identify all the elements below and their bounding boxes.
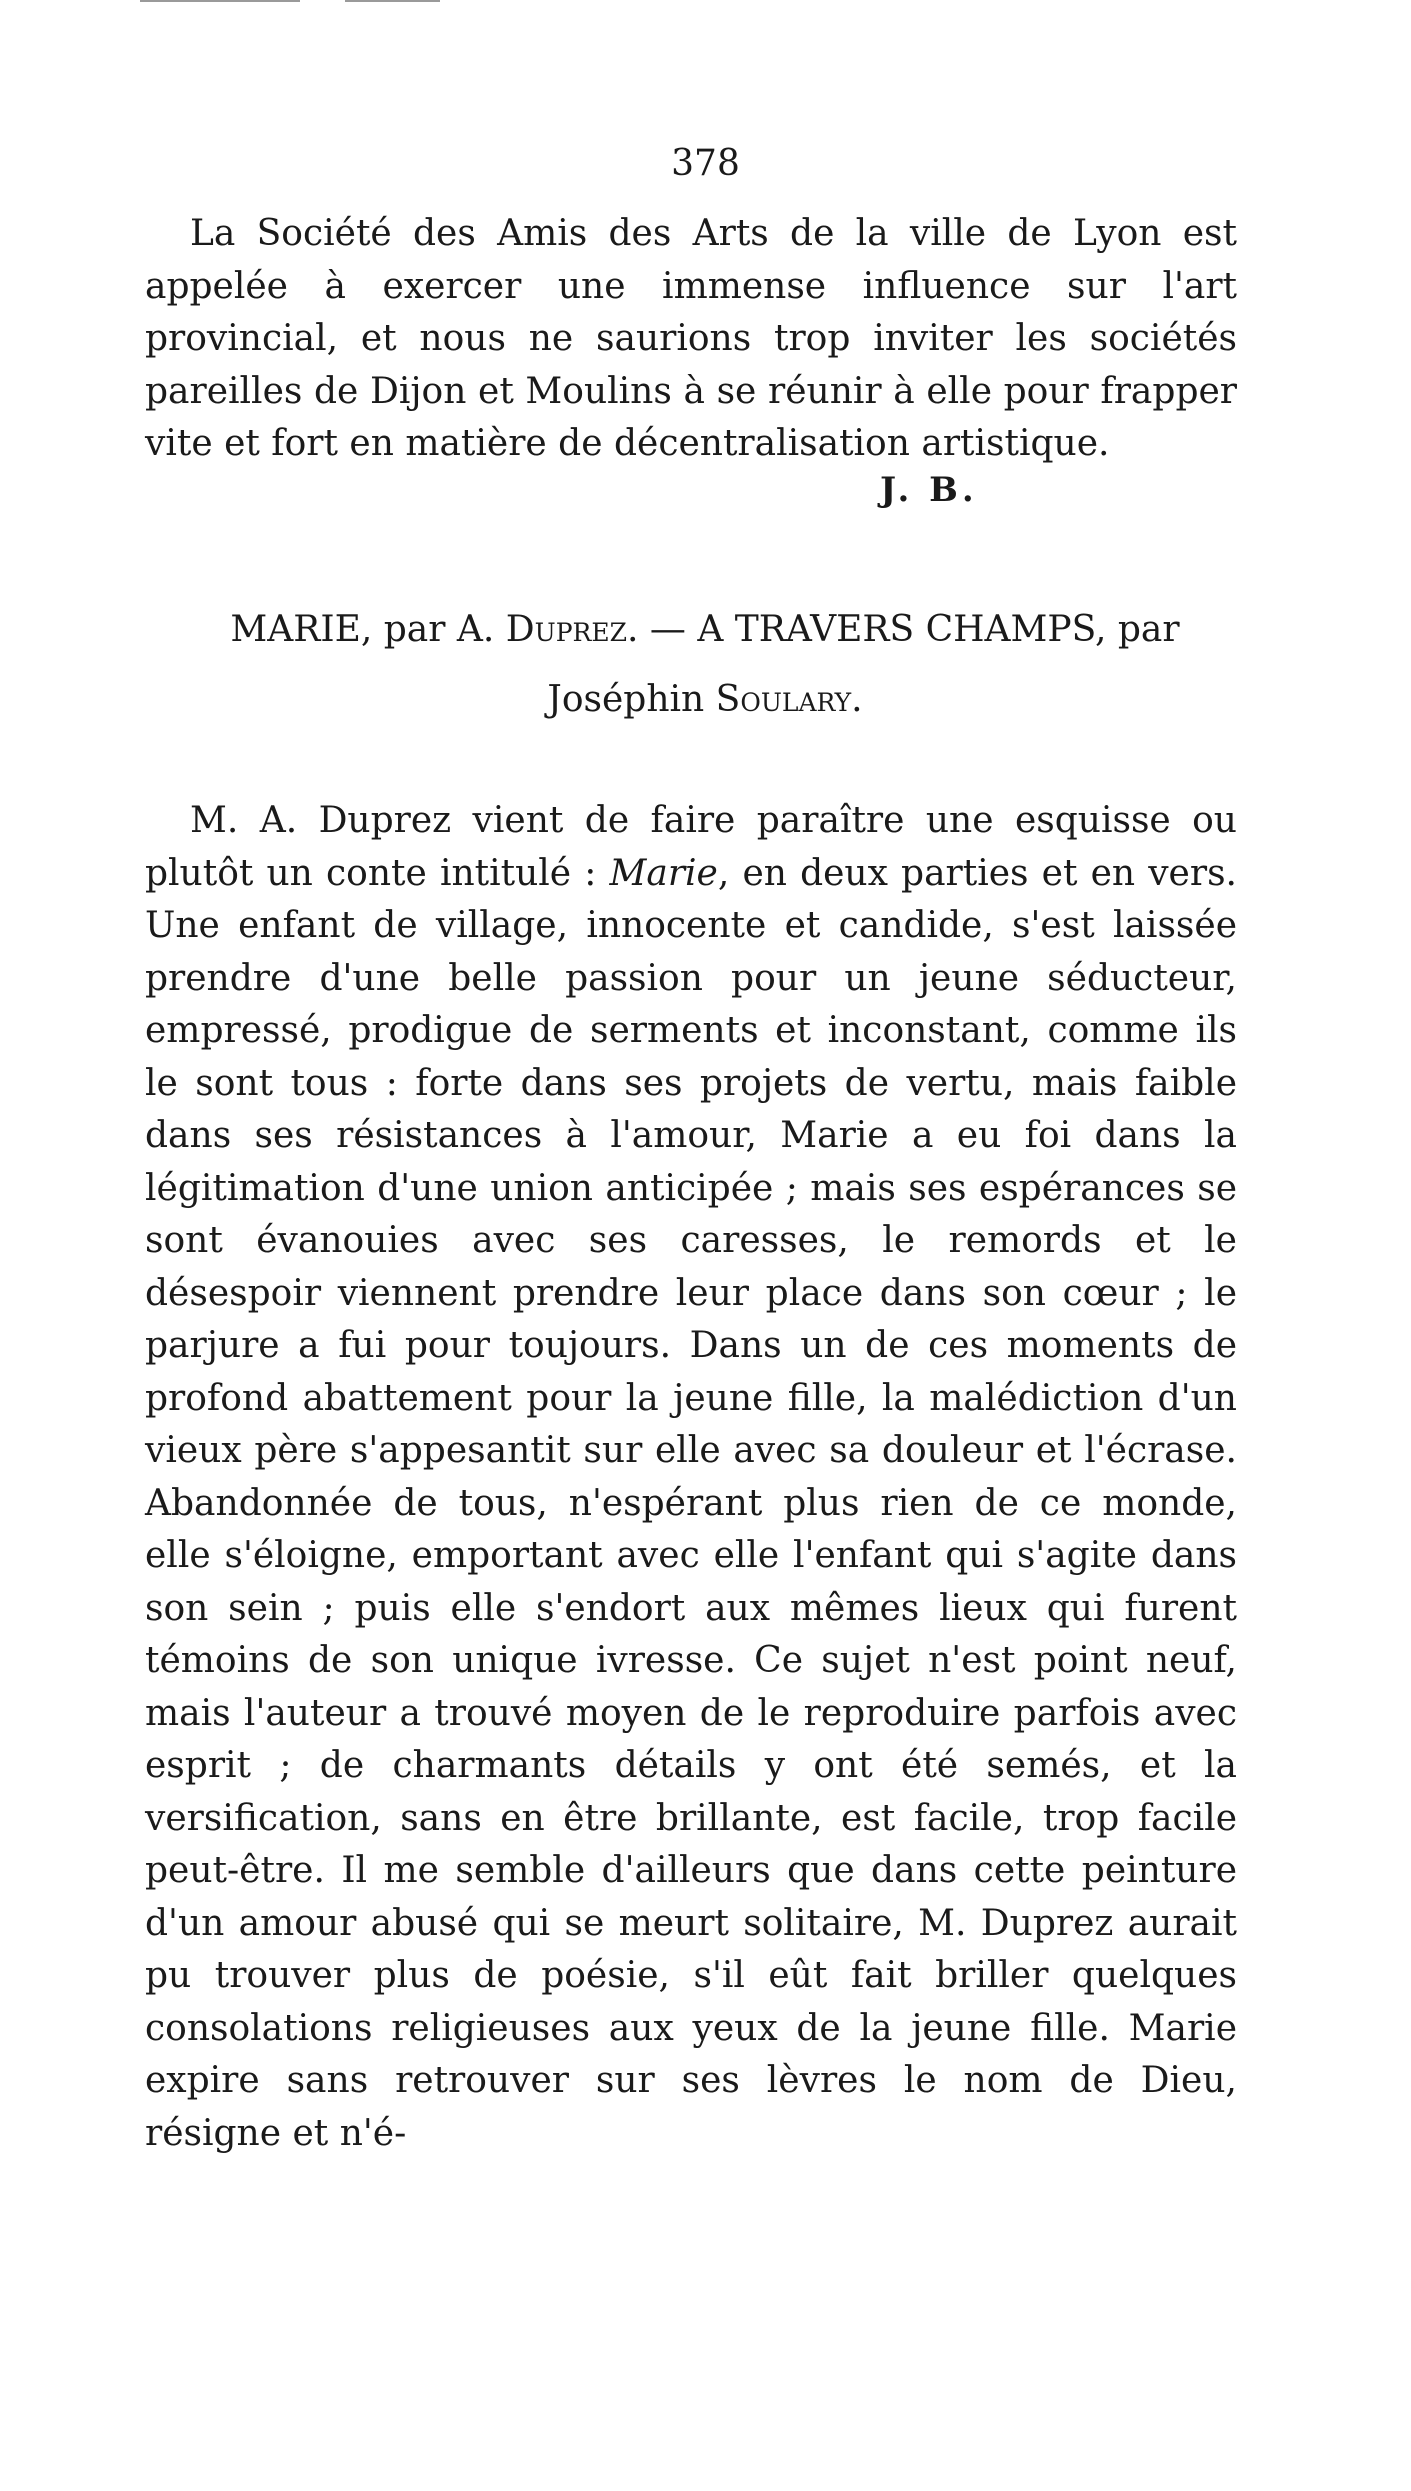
- review-part-1: M. A. Duprez vient de faire paraître une esquisse ou plutôt un conte intitulé :: [145, 800, 1237, 894]
- heading-author-1: Duprez: [505, 609, 627, 650]
- page-number: 378: [671, 143, 740, 184]
- review-work-title: Marie: [609, 852, 718, 894]
- heading-title-2: A TRAVERS CHAMPS, par: [697, 609, 1180, 650]
- heading-author-2-last: Soulary: [715, 679, 852, 720]
- intro-paragraph-block: [145, 208, 1237, 471]
- review-heading-line-2: [140, 678, 1270, 722]
- heading-end: .: [851, 679, 863, 720]
- review-heading: [140, 608, 1270, 652]
- review-body-block: [145, 795, 1237, 2160]
- review-part-2: , en deux parties et en vers. Une enfant de village, innocente et candide, s'est laissée prendre d'une belle passion pour un jeune séducteur, empressé, prodigue de serments et inconstant, comme ils le sont tous : forte dans ses projets de vertu, mais faible dans ses résistances à l'amour, Marie a eu foi dans la légitimation d'une union anticipée ; mais ses espérances se sont évanouies avec ses caresses, le remords et le désespoir viennent prendre leur place dans son cœur ; le parjure a fui pour toujours. Dans un de ces moments de profond abattement pour la jeune fille, la malédiction d'un vieux père s'appesantit sur elle avec sa douleur et l'écrase. Abandonnée de tous, n'espérant plus rien de ce monde, elle s'éloigne, emportant avec elle l'enfant qui s'agite dans son sein ; puis elle s'endort aux mêmes lieux qui furent témoins de son unique ivresse. Ce sujet n'est point neuf, mais l'auteur a trouvé moyen de le reproduire parfois avec esprit ; de charmants détails y ont été semés, et la versification, sans en être brillante, est facile, trop facile peut-être. Il me semble d'ailleurs que dans cette peinture d'un amour abusé qui se meurt solitaire, M. Duprez aurait pu trouver plus de poésie, s'il eût fait briller quelques consolations religieuses aux yeux de la jeune fille. Marie expire sans retrouver sur ses lèvres le nom de Dieu, résigne et n'é-: [145, 852, 1237, 2154]
- heading-title-1: MARIE, par A.: [230, 609, 506, 650]
- heading-separator: . —: [627, 609, 698, 650]
- top-rule-right: [345, 0, 440, 2]
- heading-author-2-first: Joséphin: [547, 679, 716, 720]
- review-paragraph: [145, 795, 1237, 2160]
- intro-paragraph: La Société des Amis des Arts de la ville de Lyon est appelée à exercer une immense influence sur l'art provincial, et nous ne saurions trop inviter les sociétés pareilles de Dijon et Moulins à se réunir à elle pour frapper vite et fort en matière de décentralisation artistique.: [145, 213, 1237, 464]
- signature: J. B.: [880, 470, 978, 510]
- top-rule-middle: [205, 0, 300, 2]
